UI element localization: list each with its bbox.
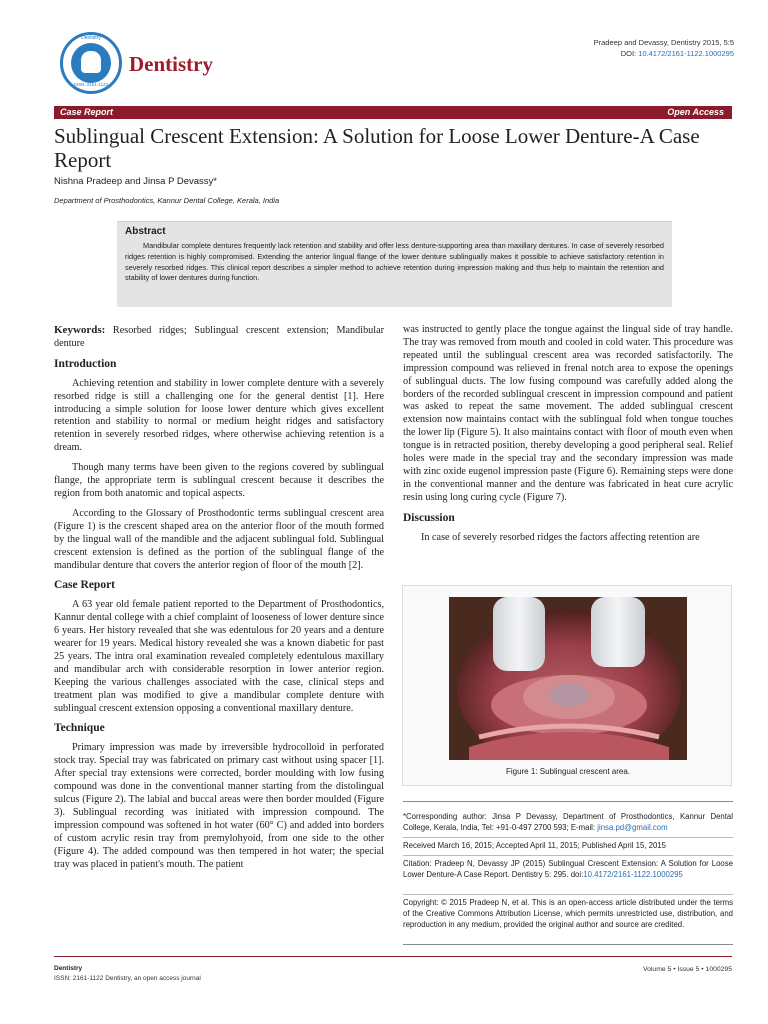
intro-paragraph-3: According to the Glossary of Prosthodontic terms sublingual crescent area (Figure 1) is the crescent shaped area on the anterior floor of the mouth formed by the lingual wall of the mandible and the adjacent sublingual fold. Sublingual crescent extension is defined as the portion of the sublingual flange of the mandibular denture that covers the anterior region of floor of the mouth [2]. (54, 507, 384, 571)
abstract-box (117, 221, 672, 307)
citation-block (403, 859, 733, 881)
citation-line: Pradeep and Devassy, Dentistry 2015, 5:5 (593, 38, 734, 47)
figure-caption: Figure 1: Sublingual crescent area. (505, 767, 631, 776)
open-access-label: Open Access (667, 107, 724, 117)
authors: Nishna Pradeep and Jinsa P Devassy* (54, 176, 218, 187)
article-dates: Received March 16, 2015; Accepted April 11, 2015; Published April 15, 2015 (403, 841, 666, 850)
article-title: Sublingual Crescent Extension: A Solution for Loose Lower Denture-A Case Report (54, 124, 700, 172)
left-column (54, 324, 384, 878)
article-type: Case Report (60, 107, 114, 117)
doi-link[interactable]: 10.4172/2161-1122.1000295 (638, 49, 734, 58)
journal-logo (60, 32, 122, 94)
keywords (54, 324, 384, 351)
footer-rule (54, 956, 732, 957)
footer-journal-name: Dentistry (54, 965, 83, 972)
correspondence-text: *Corresponding author: Jinsa P Devassy, Department of Prosthodontics, Kannur Dental College, Kerala, India, Tel: +91-0-497 2700 593; E-mail: (403, 812, 733, 832)
keywords-text: Resorbed ridges; Sublingual crescent extension; Mandibular denture (54, 325, 385, 349)
technique-paragraph: Primary impression was made by irreversible hydrocolloid in perforated stock tray. Special tray was fabricated on primary cast without using spacer [1]. After special tray extensions were corrected, border moulding with low fusing compound was done in the conventional manner starting from the distolingual sulcus (Figure 2). The labial and buccal areas were then border moulded (Figure 3). Sublingual recording was initiated with impression compound. The impression compound was softened in hot water (60° C) and added into borders of custom acrylic resin tray from premylohyoid, from one side to the other (Figure 4). The added compound was then tempered in hot water; the special tray was placed in patient's mouth. The patient (54, 742, 384, 870)
citation-text: Citation: Pradeep N, Devassy JP (2015) Sublingual Crescent Extension: A Solution for Loose Lower Denture-A Case Report. Dentistry 5: 295. doi: (403, 859, 733, 879)
intro-paragraph-1: Achieving retention and stability in lower complete denture with a severely resorbed ridge is still a challenging one for the general dentist [1]. Here introducing a simple solution for loose lower denture which gives excellent retention and stability to normal or medium height ridges and satisfactory retention in severely resorbed ridges, where otherwise achieving retention is a dream. (54, 377, 384, 454)
discussion-heading: Discussion (403, 511, 455, 524)
footer-volume: Volume 5 • Issue 5 • 1000295 (642, 966, 732, 973)
tooth-icon (81, 51, 101, 73)
divider (403, 894, 733, 895)
discussion-paragraph: In case of severely resorbed ridges the factors affecting retention are (421, 531, 700, 543)
divider (403, 837, 733, 838)
intro-paragraph-2: Though many terms have been given to the regions covered by sublingual flange, the appropriate term is sublingual crescent because it describes the region from both anatomic and topical aspects. (54, 462, 384, 499)
logo-issn-text: ISSN: 2161-1122 (73, 82, 109, 87)
top-citation (594, 37, 734, 59)
doi-line (594, 48, 734, 59)
abstract-text: Mandibular complete dentures frequently lack retention and stability and offer less denture-supporting area than maxillary dentures. In case of severely resorbed ridges retention is highly compromised. Extending the anterior lingual flange of the lower denture sublingually makes it possible to achieve satisfactory retention in severely resorbed ridges. This clinical report describes a simpler method to achieve retention during impression making and thus help to maintain the retention and stability of lower dentures during function. (125, 241, 664, 283)
footer-issn: ISSN: 2161-1122 Dentistry, an open access journal (54, 975, 201, 982)
clinical-photo (449, 597, 687, 760)
figure-1 (402, 585, 732, 786)
footer-journal-info (54, 964, 201, 984)
email-link[interactable]: jinsa.pd@gmail.com (597, 822, 668, 832)
divider (403, 855, 733, 856)
right-column (403, 324, 733, 552)
introduction-heading: Introduction (54, 357, 117, 370)
oral-cavity-illustration (449, 597, 687, 760)
technique-continued-paragraph: was instructed to gently place the tongue against the lingual side of tray handle. The tray was removed from mouth and cooled in cold water. This procedure was repeated until the sublingual crescent area was recorded satisfactorily. The impression compound was relieved in frenal notch area to expose the openings of sublingual ducts. The low fusing compound was carefully added along the borders of the recorded sublingual crescent in impression compound and patient was asked to repeat the same movement. The added sublingual crescent extension now maintains contact with the sublingual fold when tongue touches the lower lip (Figure 5). It also maintains contact with floor of mouth even when tongue is in retracted position, thereby developing a good peripheral seal. Relief holes were made in the special tray and the secondary impression was made with zinc oxide eugenol impression paste (Figure 6). Remaining steps were done in the conventional manner and the denture was fabricated in heat cure acrylic resin using long curing cycle (Figure 7). (403, 324, 733, 503)
affiliation: Department of Prosthodontics, Kannur Dental College, Kerala, India (54, 196, 280, 205)
technique-heading: Technique (54, 722, 105, 735)
keywords-label: Keywords: (54, 324, 106, 336)
divider (403, 801, 733, 802)
logo-top-text: Dentistry (81, 35, 101, 41)
citation-doi-link[interactable]: 10.4172/2161-1122.1000295 (583, 869, 683, 879)
doi-label: DOI: (620, 49, 639, 58)
divider (403, 944, 733, 945)
journal-name: Dentistry (129, 52, 213, 76)
corresponding-author (403, 812, 733, 834)
article-type-bar (54, 106, 732, 119)
case-report-paragraph: A 63 year old female patient reported to the Department of Prosthodontics, Kannur dental college with a chief complaint of looseness of lower denture since 6 years. Her history revealed that she was edentulous for 20 years and a denture wearer for 19 years. Medical history revealed she was a known diabetic for past 25 years. The intra oral examination revealed completely edentulous maxillary and mandibular arch with considerable resorption in lower anterior region. Keeping the various challenges associated with the case, clinical steps and treatment plan was modified to give a mandibular complete denture with sublingual crescent extension opposing a conventional maxillary denture. (54, 599, 384, 714)
abstract-heading: Abstract (125, 226, 166, 237)
case-report-heading: Case Report (54, 579, 115, 592)
copyright-notice: Copyright: © 2015 Pradeep N, et al. This is an open-access article distributed under the terms of the Creative Commons Attribution License, which permits unrestricted use, distribution, and reproduction in any medium, provided the original author and source are credited. (403, 898, 733, 929)
